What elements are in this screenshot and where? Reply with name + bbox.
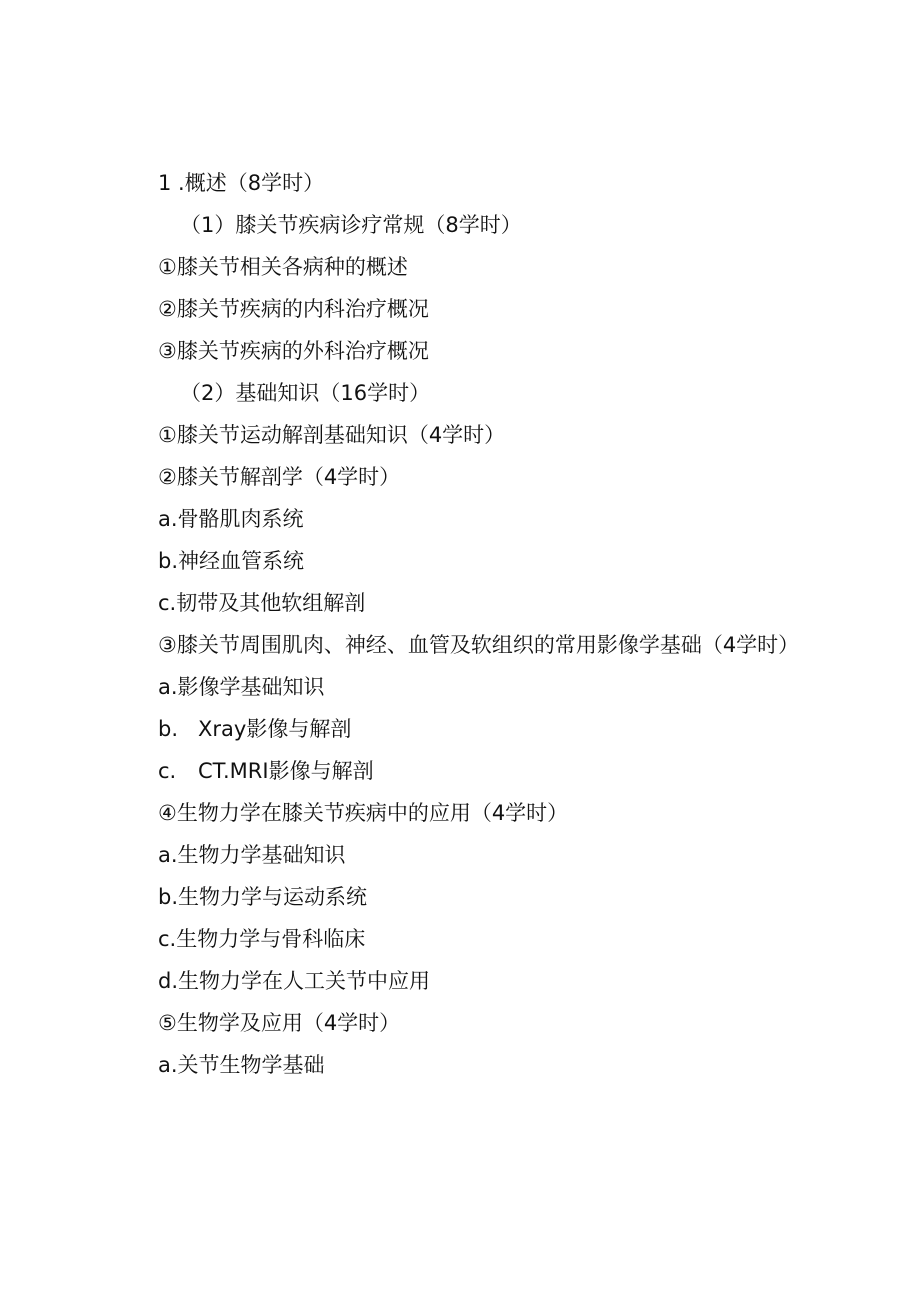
subitem-marker: b. [158, 717, 179, 741]
subsection-heading: （1）膝关节疾病诊疗常规（8学时） [180, 213, 522, 237]
outline-subitem: a.生物力学基础知识 [158, 843, 346, 867]
outline-item: ③膝关节疾病的外科治疗概况 [158, 339, 429, 363]
outline-subitem: b.生物力学与运动系统 [158, 885, 368, 909]
outline-item: ①膝关节相关各病种的概述 [158, 255, 408, 279]
outline-subitem: b.神经血管系统 [158, 549, 305, 573]
outline-item: ①膝关节运动解剖基础知识（4学时） [158, 423, 506, 447]
subitem-text: CT.MRI影像与解剖 [198, 759, 374, 783]
outline-subitem: c.韧带及其他软组解剖 [158, 591, 366, 615]
outline-item: ⑤生物学及应用（4学时） [158, 1011, 401, 1035]
outline-item: ②膝关节疾病的内科治疗概况 [158, 297, 429, 321]
outline-subitem: a.影像学基础知识 [158, 675, 325, 699]
outline-item: ②膝关节解剖学（4学时） [158, 465, 401, 489]
outline-subitem: c.生物力学与骨科临床 [158, 927, 366, 951]
outline-subitem [0, 708, 920, 750]
outline-subitem: a.骨骼肌肉系统 [158, 507, 304, 531]
outline-subitem: a.关节生物学基础 [158, 1053, 325, 1077]
course-outline [0, 162, 920, 1086]
subitem-marker: c. [158, 759, 177, 783]
outline-item: ④生物力学在膝关节疾病中的应用（4学时） [158, 801, 569, 825]
outline-subitem [0, 750, 920, 792]
outline-item: ③膝关节周围肌肉、神经、血管及软组织的常用影像学基础（4学时） [158, 633, 800, 657]
outline-subitem: d.生物力学在人工关节中应用 [158, 969, 431, 993]
subsection-heading: （2）基础知识（16学时） [180, 381, 431, 405]
subitem-text: Xray影像与解剖 [198, 717, 352, 741]
section-heading: 1 .概述（8学时） [158, 171, 325, 195]
